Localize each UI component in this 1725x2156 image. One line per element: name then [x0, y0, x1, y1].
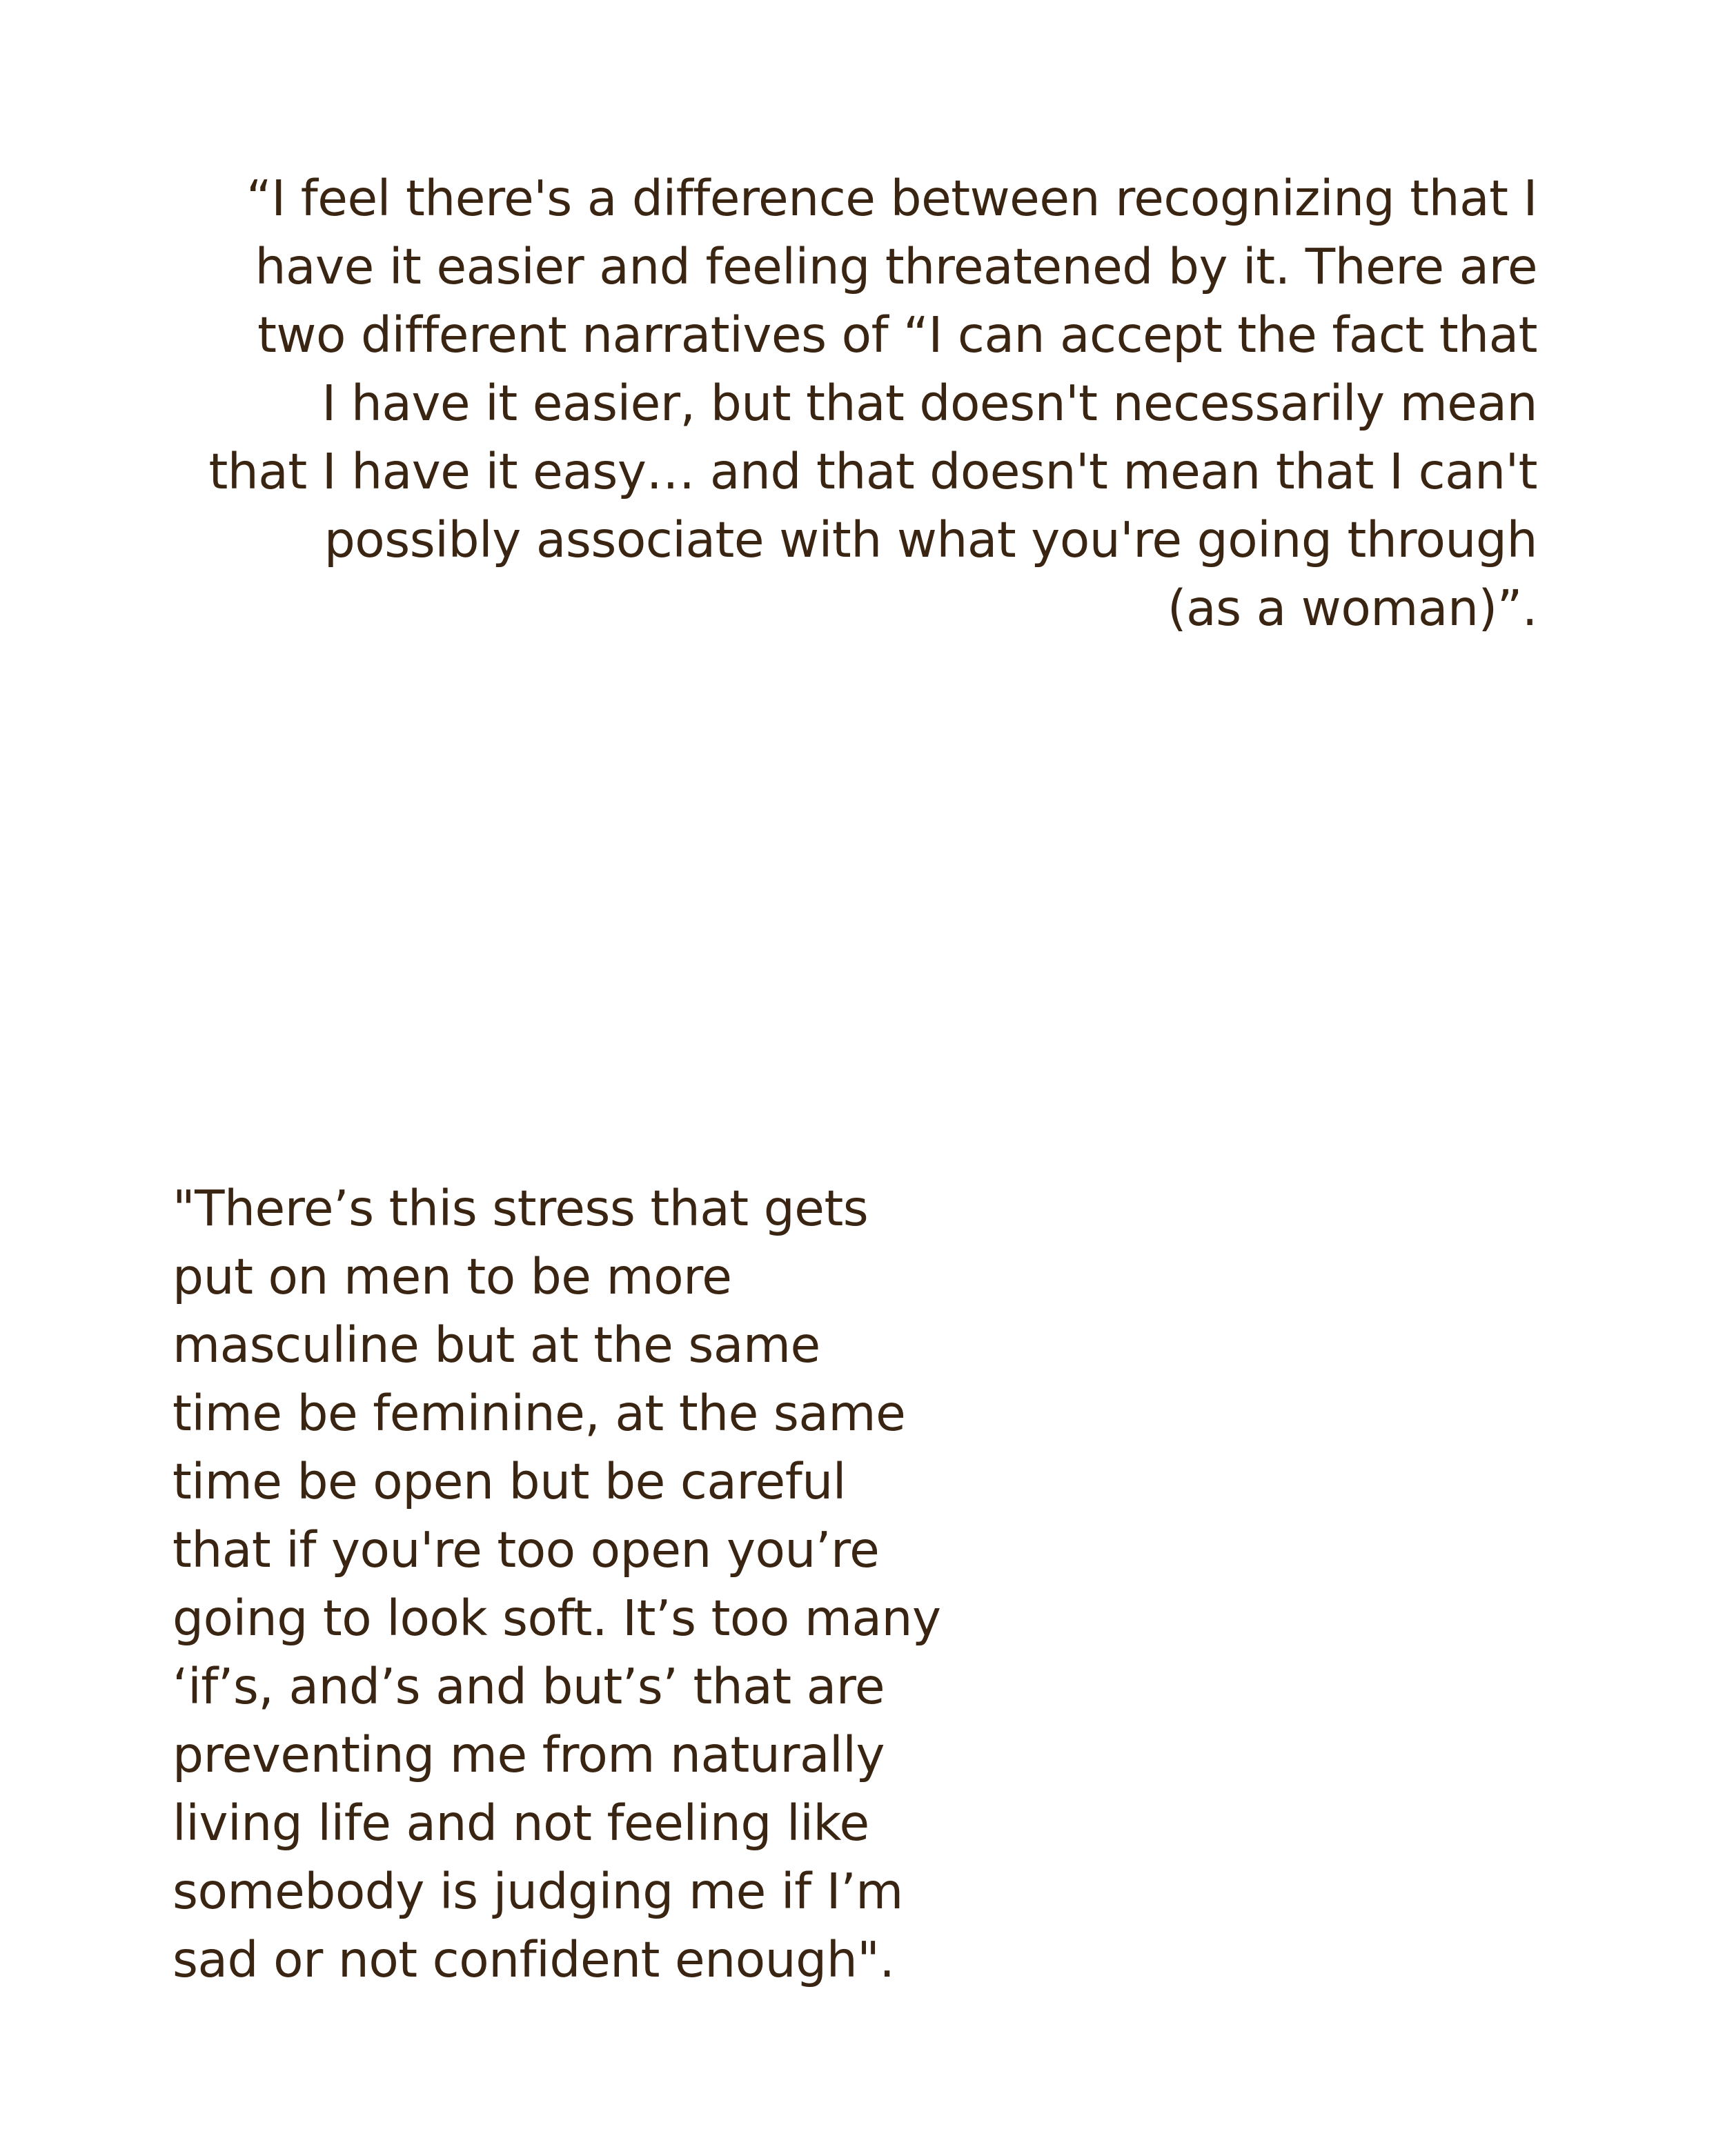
quote-bottom-line: masculine but at the same: [172, 1316, 820, 1374]
quote-top-line: “I feel there's a difference between recognizing that I: [246, 170, 1537, 227]
quote-top-line: possibly associate with what you're going through: [324, 511, 1537, 568]
quote-bottom-line: living life and not feeling like: [172, 1794, 869, 1852]
quote-top-line: that I have it easy… and that doesn't mean that I can't: [208, 443, 1537, 500]
quote-top-line: two different narratives of “I can accept the fact that: [257, 306, 1537, 364]
quote-bottom-line: time be feminine, at the same: [172, 1385, 906, 1442]
quote-bottom-line: "There’s this stress that gets: [172, 1180, 869, 1237]
quote-top-line: I have it easier, but that doesn't necessarily mean: [322, 375, 1537, 432]
quote-bottom-line: somebody is judging me if I’m: [172, 1863, 903, 1920]
quote-top-line: have it easier and feeling threatened by it. There are: [255, 238, 1537, 295]
quote-top-line: (as a woman)”.: [1167, 580, 1537, 637]
quote-bottom-line: preventing me from naturally: [172, 1726, 885, 1783]
quote-bottom-line: sad or not confident enough".: [172, 1931, 895, 1988]
quote-bottom: [172, 1174, 1070, 1994]
quote-bottom-line: put on men to be more: [172, 1248, 732, 1305]
quote-top: [138, 164, 1537, 642]
quote-bottom-line: time be open but be careful: [172, 1453, 846, 1510]
quote-bottom-line: going to look soft. It’s too many: [172, 1590, 941, 1647]
quote-bottom-line: that if you're too open you’re: [172, 1521, 880, 1579]
quote-bottom-line: ‘if’s, and’s and but’s’ that are: [172, 1658, 885, 1715]
